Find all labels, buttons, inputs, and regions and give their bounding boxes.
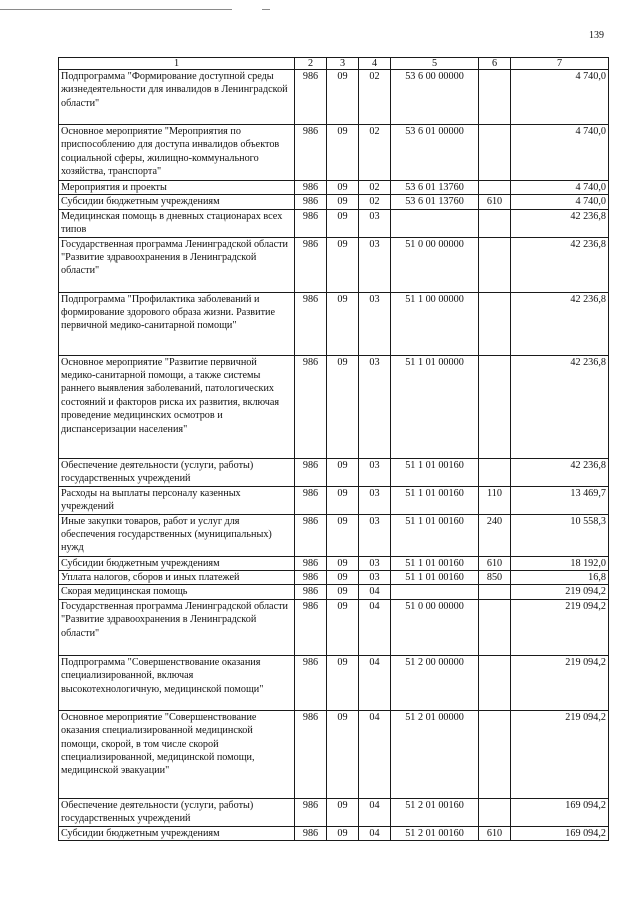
row-amount-cell: 16,8 (511, 571, 609, 585)
row-expense-type-cell: 110 (479, 486, 511, 514)
table-row (59, 599, 609, 655)
row-grbs-cell: 986 (295, 70, 327, 125)
row-target-article-cell: 51 1 01 00000 (391, 355, 479, 458)
col-header-target-article: 5 (391, 58, 479, 70)
row-expense-type-cell: 240 (479, 514, 511, 556)
row-grbs-cell: 986 (295, 710, 327, 798)
row-expense-type-cell (479, 599, 511, 655)
row-grbs-cell: 986 (295, 585, 327, 599)
row-subsection-cell: 03 (359, 458, 391, 486)
row-name-cell: Государственная программа Ленинградской области "Развитие здравоохранения в Ленинградской области" (59, 237, 295, 292)
scan-edge-line (0, 9, 232, 10)
row-grbs-cell: 986 (295, 486, 327, 514)
table-row (59, 655, 609, 710)
row-name-cell: Обеспечение деятельности (услуги, работы) государственных учреждений (59, 458, 295, 486)
row-target-article-cell: 51 1 01 00160 (391, 486, 479, 514)
row-expense-type-cell: 610 (479, 195, 511, 209)
row-target-article-cell: 51 0 00 00000 (391, 237, 479, 292)
row-grbs-cell: 986 (295, 125, 327, 181)
row-name-cell: Мероприятия и проекты (59, 181, 295, 195)
row-grbs-cell: 986 (295, 181, 327, 195)
row-subsection-cell: 03 (359, 486, 391, 514)
row-section-cell: 09 (327, 209, 359, 237)
row-subsection-cell: 04 (359, 585, 391, 599)
row-section-cell: 09 (327, 514, 359, 556)
row-name-cell: Обеспечение деятельности (услуги, работы) государственных учреждений (59, 798, 295, 826)
table-row (59, 70, 609, 125)
table-row (59, 195, 609, 209)
row-name-cell: Подпрограмма "Формирование доступной среды жизнедеятельности для инвалидов в Ленинградской области" (59, 70, 295, 125)
row-subsection-cell: 03 (359, 292, 391, 355)
row-subsection-cell: 02 (359, 125, 391, 181)
row-target-article-cell: 51 0 00 00000 (391, 599, 479, 655)
row-section-cell: 09 (327, 556, 359, 570)
table-row (59, 181, 609, 195)
row-subsection-cell: 03 (359, 237, 391, 292)
table-row (59, 486, 609, 514)
table-row (59, 571, 609, 585)
row-amount-cell: 4 740,0 (511, 125, 609, 181)
row-grbs-cell: 986 (295, 237, 327, 292)
row-expense-type-cell: 610 (479, 826, 511, 840)
row-grbs-cell: 986 (295, 514, 327, 556)
table-row (59, 458, 609, 486)
row-target-article-cell: 51 1 01 00160 (391, 458, 479, 486)
row-grbs-cell: 986 (295, 195, 327, 209)
row-target-article-cell: 51 1 01 00160 (391, 571, 479, 585)
row-name-cell: Подпрограмма "Совершенствование оказания специализированной, включая высокотехнологичную, медицинской помощи" (59, 655, 295, 710)
row-amount-cell: 219 094,2 (511, 655, 609, 710)
row-amount-cell: 42 236,8 (511, 355, 609, 458)
row-amount-cell: 219 094,2 (511, 585, 609, 599)
row-subsection-cell: 03 (359, 209, 391, 237)
row-target-article-cell (391, 209, 479, 237)
row-target-article-cell (391, 585, 479, 599)
row-target-article-cell: 51 2 01 00160 (391, 826, 479, 840)
row-section-cell: 09 (327, 237, 359, 292)
row-grbs-cell: 986 (295, 355, 327, 458)
row-target-article-cell: 51 1 01 00160 (391, 556, 479, 570)
table-row (59, 237, 609, 292)
row-target-article-cell: 51 1 00 00000 (391, 292, 479, 355)
row-expense-type-cell (479, 209, 511, 237)
table-row (59, 556, 609, 570)
row-name-cell: Основное мероприятие "Совершенствование оказания специализированной медицинской помощи, скорой, в том числе скорой специализированной, медицинской помощи, медицинской эвакуации" (59, 710, 295, 798)
table-row (59, 209, 609, 237)
page-number: 139 (589, 30, 604, 41)
row-name-cell: Основное мероприятие "Мероприятия по приспособлению для доступа инвалидов объектов социальной сферы, жилищно-коммунального хозяйства, транспорта" (59, 125, 295, 181)
row-section-cell: 09 (327, 458, 359, 486)
row-name-cell: Субсидии бюджетным учреждениям (59, 556, 295, 570)
row-amount-cell: 42 236,8 (511, 237, 609, 292)
row-section-cell: 09 (327, 355, 359, 458)
row-amount-cell: 42 236,8 (511, 209, 609, 237)
row-grbs-cell: 986 (295, 599, 327, 655)
row-subsection-cell: 03 (359, 571, 391, 585)
row-name-cell: Основное мероприятие "Развитие первичной медико-санитарной помощи, а также системы раннего выявления заболеваний, патологических состояний и факторов риска их развития, включая проведение медицинских осмотров и диспансеризации населения" (59, 355, 295, 458)
row-subsection-cell: 02 (359, 70, 391, 125)
row-expense-type-cell (479, 237, 511, 292)
row-expense-type-cell (479, 70, 511, 125)
row-grbs-cell: 986 (295, 292, 327, 355)
row-target-article-cell: 51 2 00 00000 (391, 655, 479, 710)
row-grbs-cell: 986 (295, 556, 327, 570)
row-section-cell: 09 (327, 599, 359, 655)
row-amount-cell: 10 558,3 (511, 514, 609, 556)
table-row (59, 125, 609, 181)
budget-table (58, 57, 609, 841)
col-header-grbs: 2 (295, 58, 327, 70)
row-subsection-cell: 04 (359, 826, 391, 840)
row-amount-cell: 219 094,2 (511, 599, 609, 655)
row-subsection-cell: 03 (359, 514, 391, 556)
row-target-article-cell: 51 2 01 00000 (391, 710, 479, 798)
row-subsection-cell: 02 (359, 195, 391, 209)
row-section-cell: 09 (327, 655, 359, 710)
row-amount-cell: 42 236,8 (511, 292, 609, 355)
row-expense-type-cell (479, 585, 511, 599)
row-amount-cell: 169 094,2 (511, 826, 609, 840)
row-subsection-cell: 03 (359, 556, 391, 570)
col-header-expense-type: 6 (479, 58, 511, 70)
row-section-cell: 09 (327, 70, 359, 125)
row-name-cell: Субсидии бюджетным учреждениям (59, 826, 295, 840)
row-subsection-cell: 04 (359, 798, 391, 826)
row-section-cell: 09 (327, 571, 359, 585)
row-target-article-cell: 51 2 01 00160 (391, 798, 479, 826)
col-header-name: 1 (59, 58, 295, 70)
row-target-article-cell: 53 6 00 00000 (391, 70, 479, 125)
row-name-cell: Подпрограмма "Профилактика заболеваний и формирование здорового образа жизни. Развитие первичной медико-санитарной помощи" (59, 292, 295, 355)
row-section-cell: 09 (327, 798, 359, 826)
table-row (59, 355, 609, 458)
row-amount-cell: 169 094,2 (511, 798, 609, 826)
row-expense-type-cell: 850 (479, 571, 511, 585)
row-target-article-cell: 51 1 01 00160 (391, 514, 479, 556)
row-name-cell: Уплата налогов, сборов и иных платежей (59, 571, 295, 585)
row-section-cell: 09 (327, 292, 359, 355)
row-expense-type-cell (479, 181, 511, 195)
row-grbs-cell: 986 (295, 655, 327, 710)
row-name-cell: Расходы на выплаты персоналу казенных учреждений (59, 486, 295, 514)
row-name-cell: Иные закупки товаров, работ и услуг для обеспечения государственных (муниципальных) нужд (59, 514, 295, 556)
col-header-section: 3 (327, 58, 359, 70)
row-subsection-cell: 04 (359, 710, 391, 798)
row-grbs-cell: 986 (295, 798, 327, 826)
row-section-cell: 09 (327, 195, 359, 209)
row-expense-type-cell (479, 798, 511, 826)
table-row (59, 798, 609, 826)
col-header-amount: 7 (511, 58, 609, 70)
row-target-article-cell: 53 6 01 13760 (391, 195, 479, 209)
table-row (59, 710, 609, 798)
table-row (59, 585, 609, 599)
row-section-cell: 09 (327, 486, 359, 514)
row-target-article-cell: 53 6 01 00000 (391, 125, 479, 181)
row-subsection-cell: 03 (359, 355, 391, 458)
row-section-cell: 09 (327, 125, 359, 181)
row-grbs-cell: 986 (295, 209, 327, 237)
row-expense-type-cell (479, 292, 511, 355)
row-section-cell: 09 (327, 826, 359, 840)
row-name-cell: Субсидии бюджетным учреждениям (59, 195, 295, 209)
row-amount-cell: 4 740,0 (511, 195, 609, 209)
header-row (59, 58, 609, 70)
row-grbs-cell: 986 (295, 458, 327, 486)
row-name-cell: Скорая медицинская помощь (59, 585, 295, 599)
row-section-cell: 09 (327, 181, 359, 195)
row-section-cell: 09 (327, 585, 359, 599)
row-amount-cell: 42 236,8 (511, 458, 609, 486)
row-subsection-cell: 04 (359, 599, 391, 655)
col-header-subsection: 4 (359, 58, 391, 70)
row-name-cell: Государственная программа Ленинградской области "Развитие здравоохранения в Ленинградской области" (59, 599, 295, 655)
row-subsection-cell: 02 (359, 181, 391, 195)
row-expense-type-cell (479, 355, 511, 458)
row-name-cell: Медицинская помощь в дневных стационарах всех типов (59, 209, 295, 237)
table-row (59, 826, 609, 840)
row-grbs-cell: 986 (295, 571, 327, 585)
scan-edge-line (262, 9, 270, 10)
row-expense-type-cell: 610 (479, 556, 511, 570)
row-expense-type-cell (479, 125, 511, 181)
row-amount-cell: 13 469,7 (511, 486, 609, 514)
row-target-article-cell: 53 6 01 13760 (391, 181, 479, 195)
table-row (59, 292, 609, 355)
row-expense-type-cell (479, 458, 511, 486)
row-amount-cell: 18 192,0 (511, 556, 609, 570)
row-expense-type-cell (479, 710, 511, 798)
row-amount-cell: 4 740,0 (511, 181, 609, 195)
row-grbs-cell: 986 (295, 826, 327, 840)
table-row (59, 514, 609, 556)
row-amount-cell: 4 740,0 (511, 70, 609, 125)
row-subsection-cell: 04 (359, 655, 391, 710)
row-expense-type-cell (479, 655, 511, 710)
row-amount-cell: 219 094,2 (511, 710, 609, 798)
row-section-cell: 09 (327, 710, 359, 798)
